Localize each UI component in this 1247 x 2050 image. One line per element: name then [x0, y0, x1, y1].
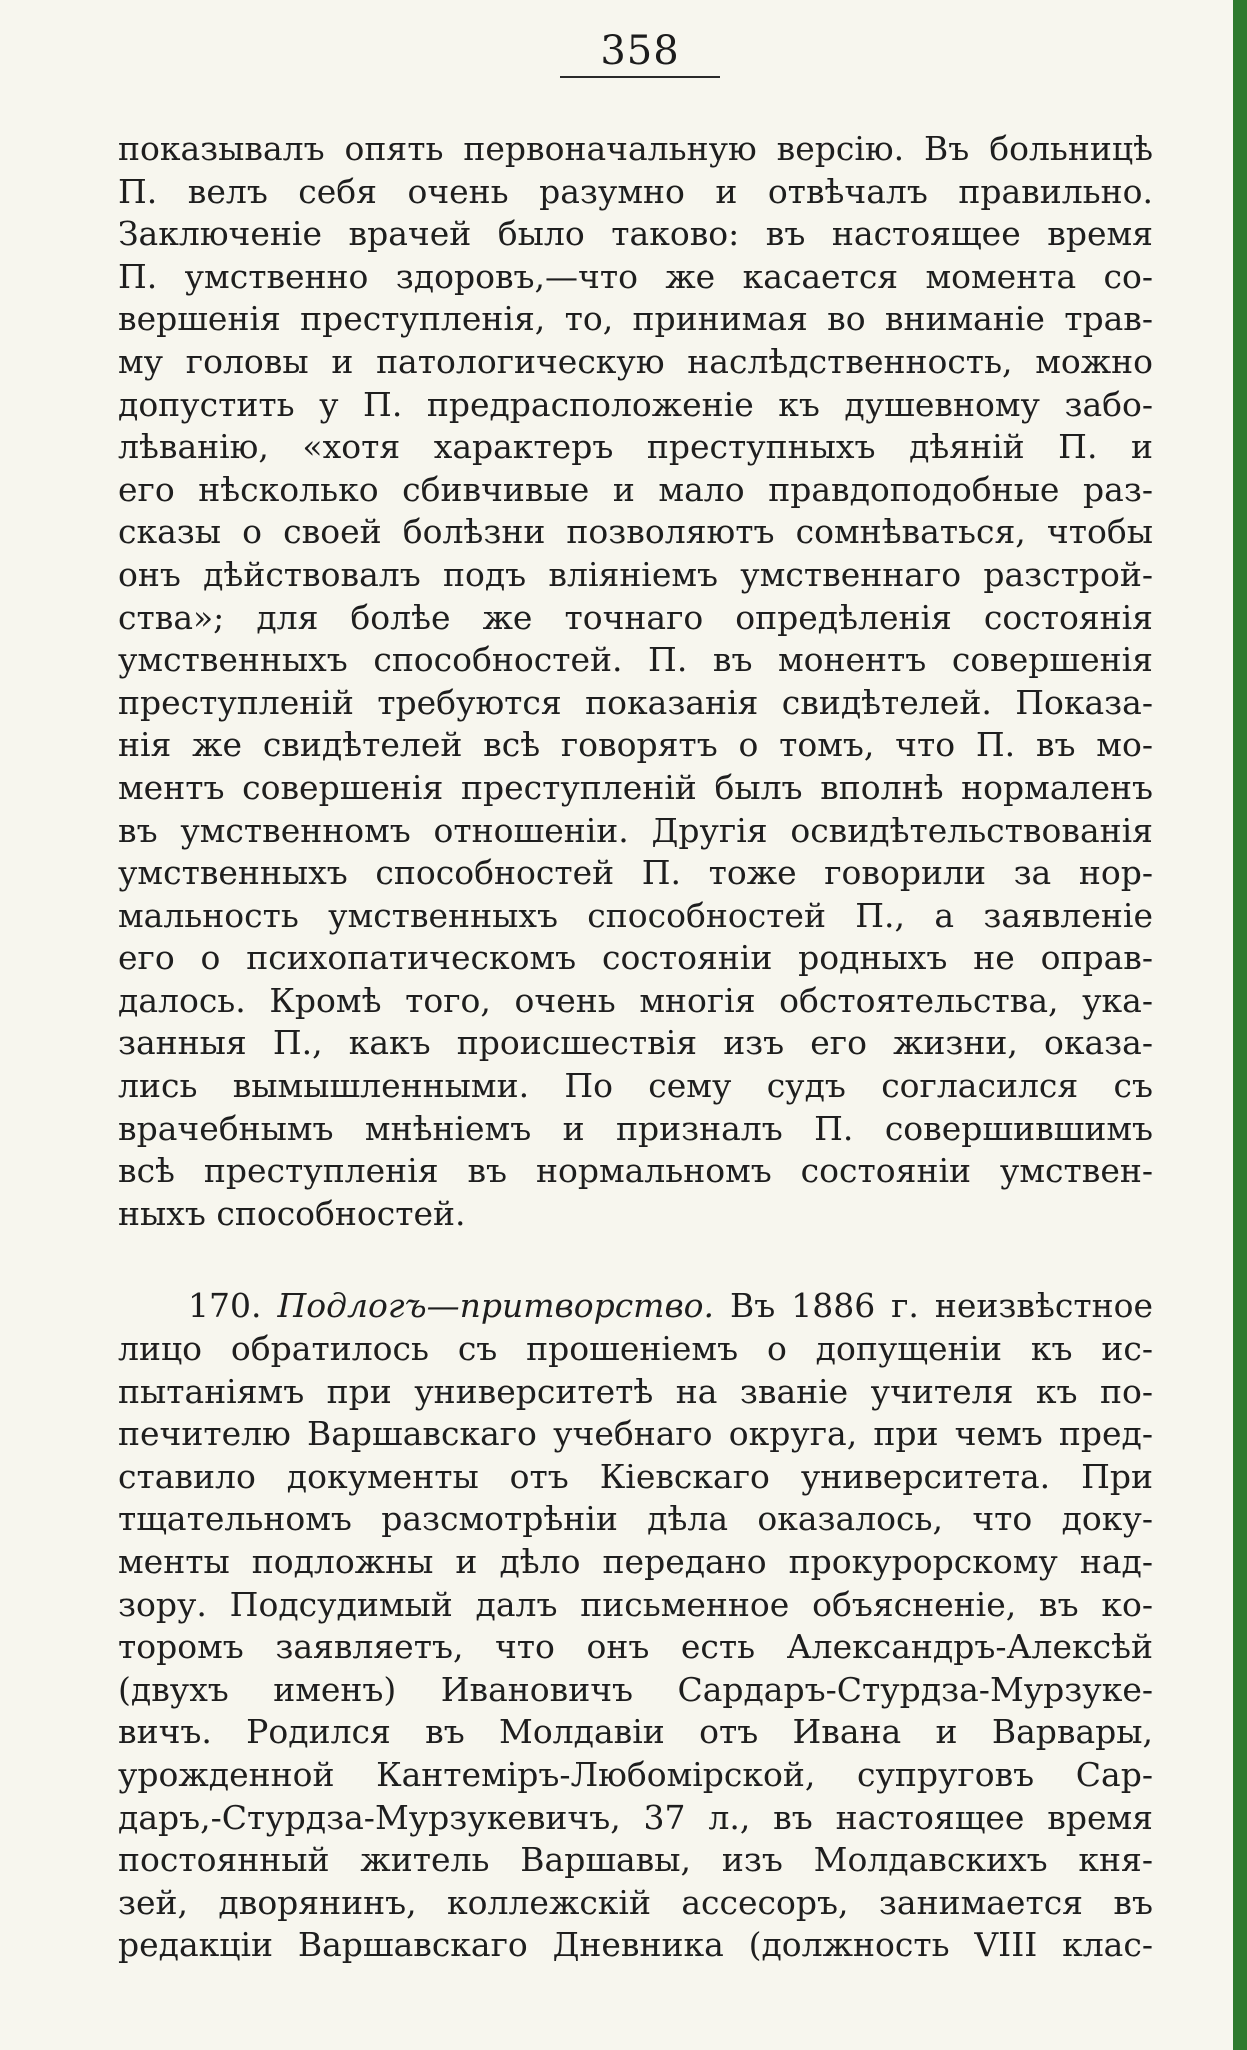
text-line: ментъ совершенія преступленій былъ вполнѣ нормаленъ [118, 767, 1153, 807]
text-line: лись вымышленными. По сему судъ согласился съ [118, 1066, 1153, 1106]
text-line: ставило документы отъ Кіевскаго университета. При [118, 1456, 1153, 1496]
text-line: зей, дворянинъ, коллежскій ассесоръ, занимается въ [118, 1882, 1153, 1922]
text-line: вершенія преступленія, то, принимая во вниманіе трав- [118, 299, 1153, 339]
paragraph-gap [118, 1235, 1153, 1285]
text-line: умственныхъ способностей П. тоже говорили за нор- [118, 853, 1153, 893]
text-line: онъ дѣйствовалъ подъ вліяніемъ умственнаго разстрой- [118, 554, 1153, 594]
text-line: ства»; для болѣе же точнаго опредѣленія состоянія [118, 597, 1153, 637]
text-line: вичъ. Родился въ Молдавіи отъ Ивана и Варвары, [118, 1712, 1153, 1752]
text-line: всѣ преступленія въ нормальномъ состояніи умствен- [118, 1151, 1153, 1191]
text-line: въ умственномъ отношеніи. Другія освидѣтельствованія [118, 810, 1153, 850]
text-line: далось. Кромѣ того, очень многія обстоятельства, ука- [118, 980, 1153, 1020]
paragraph-first-line [118, 1285, 1153, 1328]
text-line: пытаніямъ при университетѣ на званіе учителя къ по- [118, 1371, 1153, 1411]
first-line-text: Въ 1886 г. неизвѣстное [730, 1286, 1153, 1326]
text-line: редакціи Варшавскаго Дневника (должность VIII клас- [118, 1925, 1153, 1965]
text-line: преступленій требуются показанія свидѣтелей. Показа- [118, 682, 1153, 722]
text-line: лицо обратилось съ прошеніемъ о допущеніи къ ис- [118, 1329, 1153, 1369]
page-number: 358 [600, 28, 680, 74]
text-line: лѣванію, «хотя характеръ преступныхъ дѣяній П. и [118, 427, 1153, 467]
text-line: торомъ заявляетъ, что онъ есть Александръ-Алексѣй [118, 1627, 1153, 1667]
text-line: его о психопатическомъ состояніи родныхъ не оправ- [118, 938, 1153, 978]
text-line: му головы и патологическую наслѣдственность, можно [118, 341, 1153, 381]
text-line: Заключеніе врачей было таково: въ настоящее время [118, 214, 1153, 254]
text-line: показывалъ опять первоначальную версію. Въ больницѣ [118, 129, 1153, 168]
text-line: врачебнымъ мнѣніемъ и призналъ П. совершившимъ [118, 1108, 1153, 1148]
text-line: постоянный житель Варшавы, изъ Молдавскихъ кня- [118, 1840, 1153, 1880]
text-line: умственныхъ способностей. П. въ монентъ совершенія [118, 640, 1153, 680]
header-rule [560, 76, 720, 78]
paragraph-170 [118, 1285, 1153, 1967]
section-number: 170. [188, 1286, 262, 1326]
section-heading: Подлогъ—притворство. [277, 1286, 715, 1326]
text-line: менты подложны и дѣло передано прокурорскому над- [118, 1542, 1153, 1581]
text-line: П. умственно здоровъ,—что же касается момента со- [118, 256, 1153, 296]
text-line: зору. Подсудимый далъ письменное объясненіе, въ ко- [118, 1584, 1153, 1624]
text-line: его нѣсколько сбивчивые и мало правдоподобные раз- [118, 469, 1153, 509]
text-line: сказы о своей болѣзни позволяютъ сомнѣваться, чтобы [118, 512, 1153, 552]
text-line: П. велъ себя очень разумно и отвѣчалъ правильно. [118, 171, 1153, 211]
text-line: нія же свидѣтелей всѣ говорятъ о томъ, что П. въ мо- [118, 725, 1153, 765]
text-line: мальность умственныхъ способностей П., а заявленіе [118, 895, 1153, 935]
text-line: допустить у П. предрасположеніе къ душевному забо- [118, 384, 1153, 424]
body-text [118, 128, 1153, 1967]
text-line: (двухъ именъ) Ивановичъ Сардаръ-Стурдза-Мурзуке- [118, 1669, 1153, 1709]
text-line: даръ,-Стурдза-Мурзукевичъ, 37 л., въ настоящее время [118, 1797, 1153, 1837]
text-line: печителю Варшавскаго учебнаго округа, при чемъ пред- [118, 1414, 1153, 1454]
text-line: тщательномъ разсмотрѣніи дѣла оказалось, что доку- [118, 1499, 1153, 1539]
page-header [560, 28, 720, 78]
text-line: урожденной Кантеміръ-Любомірской, супруговъ Сар- [118, 1754, 1153, 1794]
paragraph-169-continuation [118, 128, 1153, 1235]
green-frame-edge [1233, 0, 1247, 2050]
text-line: занныя П., какъ происшествія изъ его жизни, оказа- [118, 1023, 1153, 1063]
text-line: ныхъ способностей. [118, 1193, 466, 1233]
